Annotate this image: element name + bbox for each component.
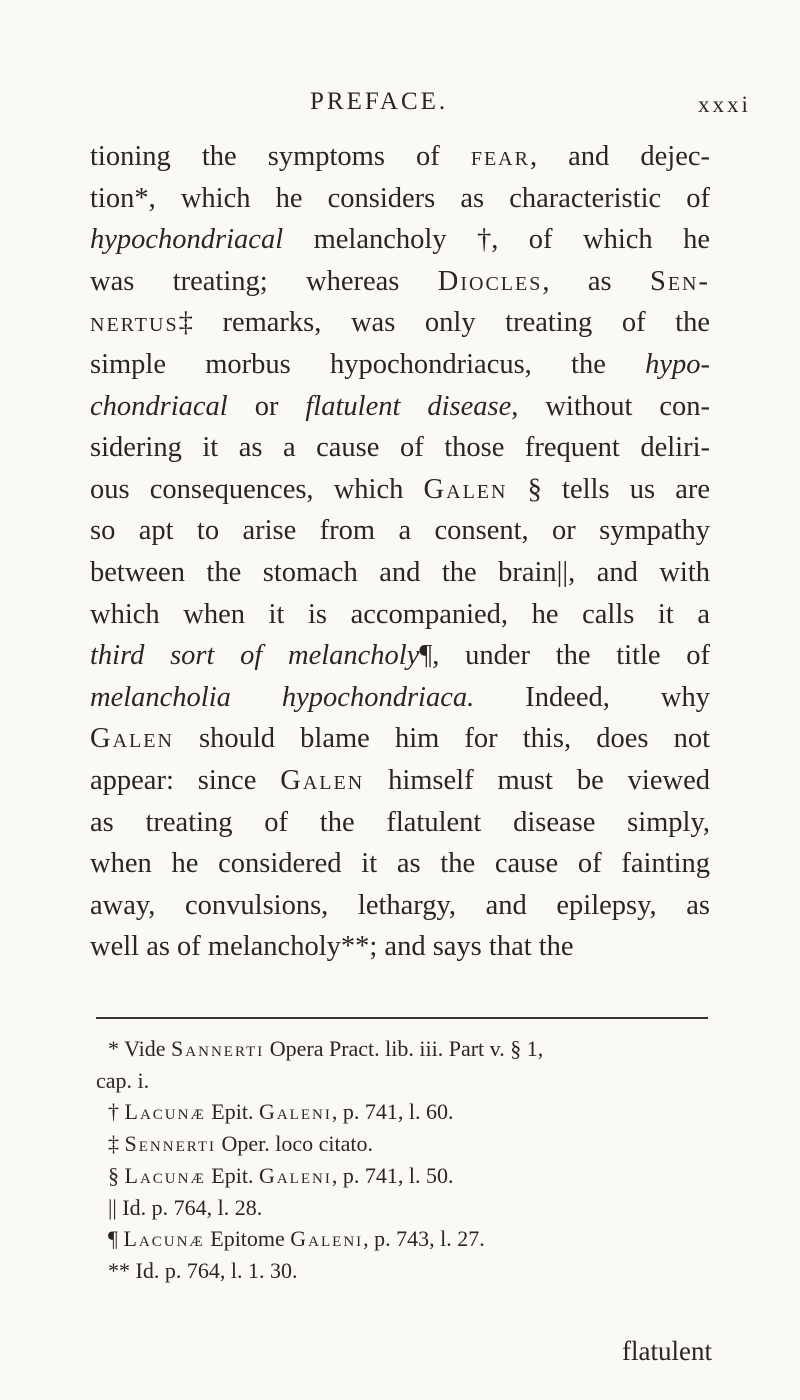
text-run: cap. i. [96,1067,150,1093]
text-run: , and dejec- [529,141,710,172]
text-line [90,510,710,552]
text-run: ‡ [108,1131,125,1157]
catchword: flatulent [622,1336,712,1366]
text-line-content [90,219,710,261]
text-run: sidering it as a cause of those frequent deliri- [90,432,710,464]
small-caps-name: Lacunæ [124,1099,206,1125]
italic-term: hypochondriacal [90,224,284,256]
text-line-content [90,136,710,178]
small-caps-name: Lacunæ [123,1226,205,1252]
text-line [90,635,710,677]
text-run: should blame him for this, does not [173,723,710,755]
text-run: † [108,1099,125,1125]
text-run: as treating of the flatulent disease simply, [90,806,710,838]
text-line [90,594,710,636]
italic-term: chondriacal [90,390,228,422]
footnote [96,1033,716,1065]
text-run: Epit. [205,1099,259,1125]
page-number: xxxi [698,92,751,117]
text-line [90,843,710,885]
text-run: , as [542,265,650,297]
text-line-content [90,677,710,719]
footnote [96,1160,716,1192]
text-line-content [90,469,710,511]
text-line [90,219,710,261]
text-line-content [90,926,574,968]
small-caps-name: Diocles [437,265,543,297]
footnote [96,1223,716,1255]
text-run: , p. 741, l. 50. [331,1162,454,1188]
text-line [90,261,710,303]
small-caps-name: Sannerti [171,1036,265,1061]
italic-term: third sort of melancholy [90,640,420,672]
footnote [96,1065,716,1097]
text-line [90,926,710,968]
text-run: ¶, under the title of [419,640,710,672]
text-line [90,136,710,178]
body-text [90,136,710,968]
italic-term: melancholia hypochondriaca. [90,681,475,713]
small-caps-name: Galeni [290,1226,364,1252]
text-line [90,552,710,594]
text-line [90,386,710,428]
text-line-content [90,302,710,344]
text-line-content [90,510,710,552]
running-head: PREFACE. [310,88,449,115]
text-line [90,302,710,344]
text-line-content [90,885,710,927]
text-run: Epitome [204,1226,291,1252]
text-line-content [90,718,710,760]
footnote [96,1192,716,1224]
text-run: Epit. [205,1162,259,1188]
page-header [0,88,800,128]
text-line [90,760,710,802]
text-line-content [90,843,710,885]
footnote-rule [96,1017,708,1019]
italic-term: hypo- [645,348,710,380]
text-run: Indeed, why [474,681,710,713]
text-run: ous consequences, which [90,473,424,505]
text-run: himself must be viewed [364,764,710,796]
text-run: , without con- [511,390,710,422]
text-run: tioning the symptoms of [90,141,471,172]
small-caps-name: Galeni [258,1162,332,1188]
text-run: or [227,390,306,422]
text-run: Opera Pract. lib. iii. Part v. § 1, [264,1036,544,1061]
text-line [90,677,710,719]
text-line [90,178,710,220]
small-caps-name: fear [470,141,530,172]
small-caps-name: Sen- [649,265,710,297]
text-line [90,469,710,511]
text-run: when he considered it as the cause of fainting [90,848,710,880]
text-run: ** Id. p. 764, l. 1. 30. [108,1257,298,1283]
text-run: || Id. p. 764, l. 28. [108,1194,263,1220]
small-caps-name: Galen [423,473,508,505]
text-run: ‡ remarks, was only treating of the [178,307,710,339]
text-run: § [108,1162,125,1188]
small-caps-name: Sennerti [124,1131,216,1157]
text-line-content [90,594,710,636]
text-line-content [90,427,710,469]
text-run: * Vide [108,1036,172,1061]
italic-term: flatulent disease [305,390,512,422]
text-line [90,344,710,386]
text-run: tion*, which he considers as characteristic of [90,182,710,214]
text-line-content [90,552,710,594]
text-run: § tells us are [507,473,710,505]
text-run: was treating; whereas [90,265,438,297]
small-caps-name: Galen [280,764,365,796]
text-line-content [90,178,710,220]
small-caps-name: Galeni [258,1099,332,1125]
text-run: Oper. loco citato. [216,1131,374,1157]
footnote [96,1128,716,1160]
text-line-content [90,760,710,802]
text-run: away, convulsions, lethargy, and epilepsy, as [90,889,710,921]
text-run: ¶ [108,1226,124,1252]
footnote [96,1096,716,1128]
small-caps-name: nertus [90,307,179,339]
text-run: appear: since [90,764,281,796]
text-line [90,718,710,760]
text-run: well as of melancholy**; and says that the [90,931,574,963]
footnotes [96,1033,716,1287]
text-line [90,427,710,469]
text-run: , p. 743, l. 27. [363,1226,485,1252]
text-line-content [90,386,710,428]
text-run: simple morbus hypochondriacus, the [90,348,646,380]
text-line-content [90,635,710,677]
small-caps-name: Lacunæ [124,1162,206,1188]
text-run: between the stomach and the brain||, and with [90,556,710,588]
small-caps-name: Galen [90,723,174,755]
text-line [90,885,710,927]
text-run: so apt to arise from a consent, or sympathy [90,515,710,547]
text-line-content [90,802,710,844]
footnote [96,1255,716,1287]
text-line [90,802,710,844]
text-line-content [90,261,710,303]
text-line-content [90,344,710,386]
text-run: melancholy †, of which he [283,224,710,256]
text-run: , p. 741, l. 60. [331,1099,454,1125]
text-run: which when it is accompanied, he calls it a [90,598,710,630]
